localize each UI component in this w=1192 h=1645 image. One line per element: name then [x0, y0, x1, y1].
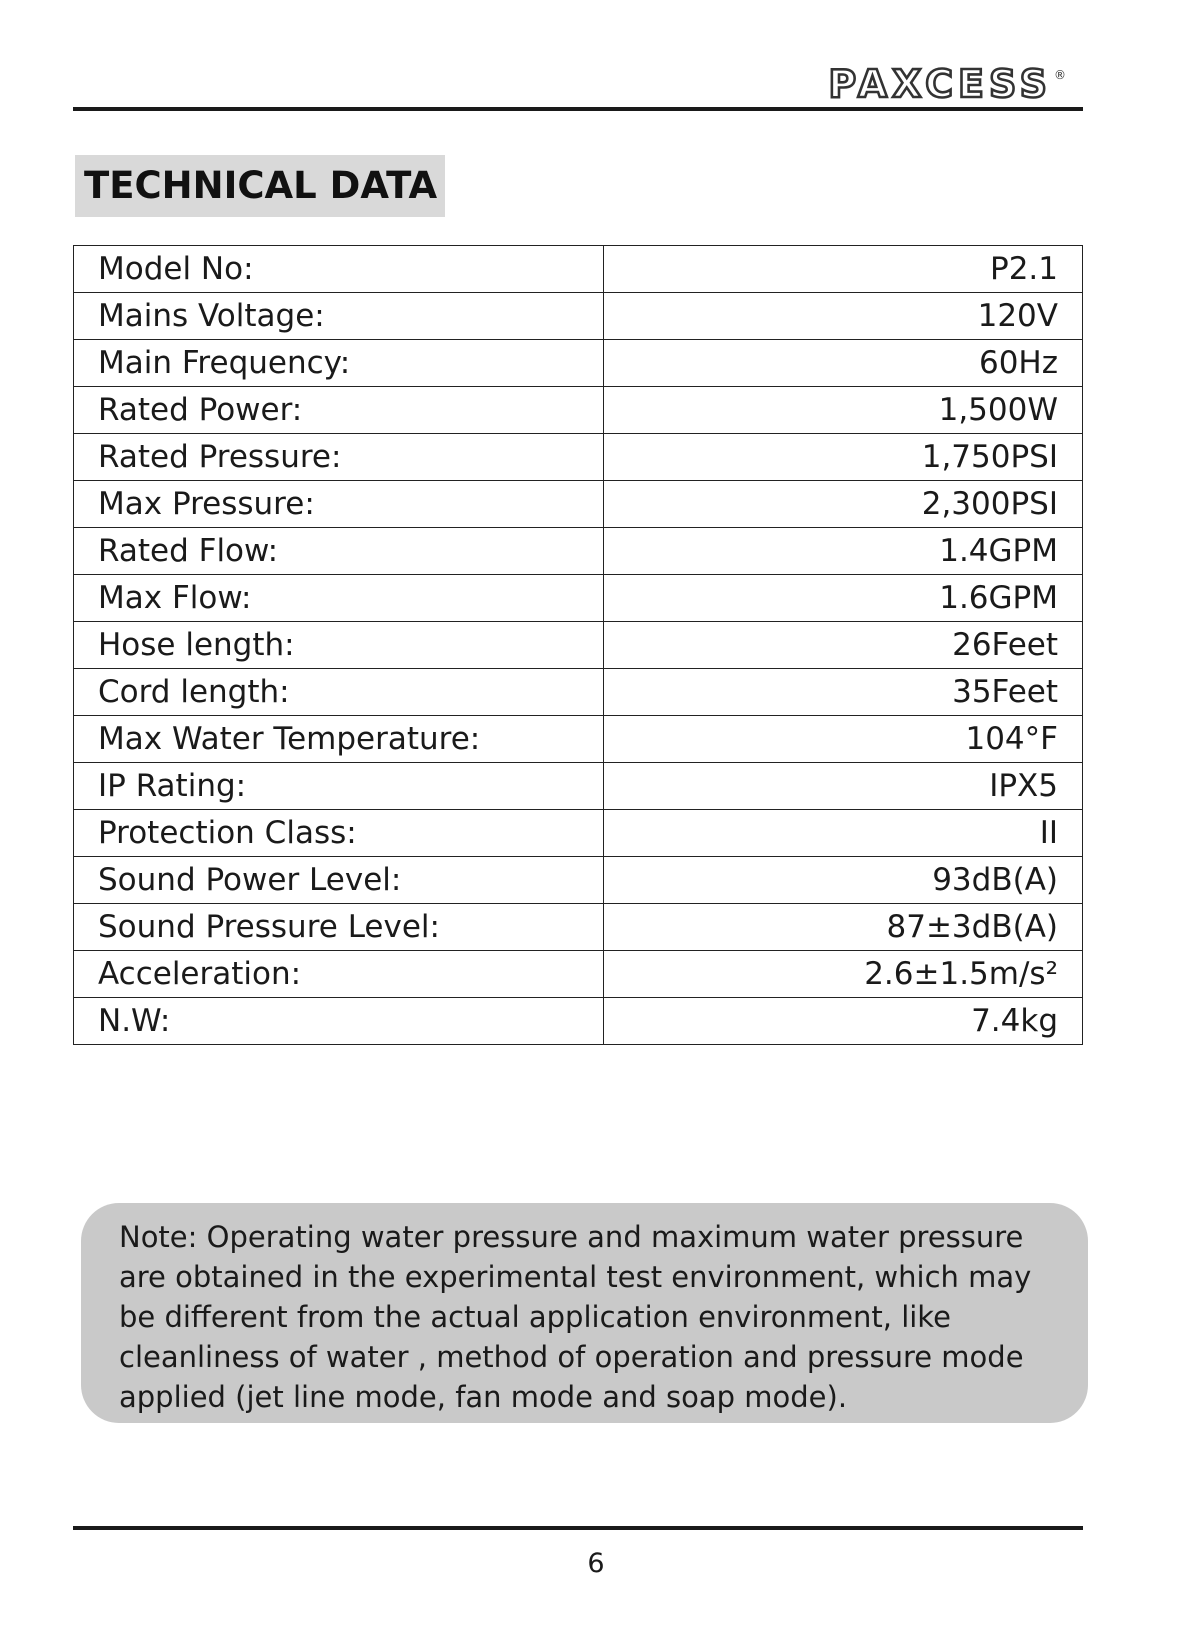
spec-value: 104°F: [604, 716, 1083, 763]
spec-row: [74, 904, 1083, 951]
spec-label: Protection Class:: [74, 810, 604, 857]
spec-value: 93dB(A): [604, 857, 1083, 904]
spec-label: IP Rating:: [74, 763, 604, 810]
spec-value: 2.6±1.5m/s²: [604, 951, 1083, 998]
spec-value: 1.4GPM: [604, 528, 1083, 575]
spec-row: [74, 434, 1083, 481]
spec-row: [74, 340, 1083, 387]
note-box: Note: Operating water pressure and maximum water pressure are obtained in the experimental test environment, which may be different from the actual application environment, like cleanliness of water , method of operation and pressure mode applied (jet line mode, fan mode and soap mode).: [81, 1203, 1088, 1423]
spec-label: Acceleration:: [74, 951, 604, 998]
spec-table: [73, 245, 1083, 1045]
spec-label: Rated Power:: [74, 387, 604, 434]
spec-label: Main Frequency:: [74, 340, 604, 387]
spec-row: [74, 622, 1083, 669]
header-divider: [73, 107, 1083, 111]
spec-value: 1.6GPM: [604, 575, 1083, 622]
spec-value: IPX5: [604, 763, 1083, 810]
spec-label: Rated Pressure:: [74, 434, 604, 481]
spec-value: P2.1: [604, 246, 1083, 293]
spec-value: 1,500W: [604, 387, 1083, 434]
spec-label: Sound Power Level:: [74, 857, 604, 904]
spec-value: 26Feet: [604, 622, 1083, 669]
spec-row: [74, 481, 1083, 528]
spec-value: 120V: [604, 293, 1083, 340]
spec-label: Hose length:: [74, 622, 604, 669]
spec-row: [74, 387, 1083, 434]
spec-label: N.W:: [74, 998, 604, 1045]
spec-value: 87±3dB(A): [604, 904, 1083, 951]
spec-label: Max Water Temperature:: [74, 716, 604, 763]
spec-row: [74, 998, 1083, 1045]
spec-row: [74, 763, 1083, 810]
brand-name: PAXCESS: [828, 62, 1052, 106]
spec-row: [74, 716, 1083, 763]
spec-value: 7.4kg: [604, 998, 1083, 1045]
spec-row: [74, 669, 1083, 716]
spec-value: 35Feet: [604, 669, 1083, 716]
spec-value: II: [604, 810, 1083, 857]
spec-label: Max Flow:: [74, 575, 604, 622]
spec-row: [74, 246, 1083, 293]
spec-label: Max Pressure:: [74, 481, 604, 528]
spec-label: Mains Voltage:: [74, 293, 604, 340]
spec-value: 2,300PSI: [604, 481, 1083, 528]
spec-row: [74, 951, 1083, 998]
section-title: TECHNICAL DATA: [75, 155, 445, 217]
spec-row: [74, 528, 1083, 575]
spec-row: [74, 810, 1083, 857]
brand-logo: [828, 64, 1066, 104]
spec-value: 1,750PSI: [604, 434, 1083, 481]
page-number: 6: [587, 1548, 605, 1579]
spec-row: [74, 857, 1083, 904]
spec-label: Rated Flow:: [74, 528, 604, 575]
spec-label: Sound Pressure Level:: [74, 904, 604, 951]
spec-label: Model No:: [74, 246, 604, 293]
spec-label: Cord length:: [74, 669, 604, 716]
spec-value: 60Hz: [604, 340, 1083, 387]
spec-row: [74, 575, 1083, 622]
spec-row: [74, 293, 1083, 340]
footer-divider: [73, 1526, 1083, 1530]
registered-mark: ®: [1054, 68, 1066, 82]
